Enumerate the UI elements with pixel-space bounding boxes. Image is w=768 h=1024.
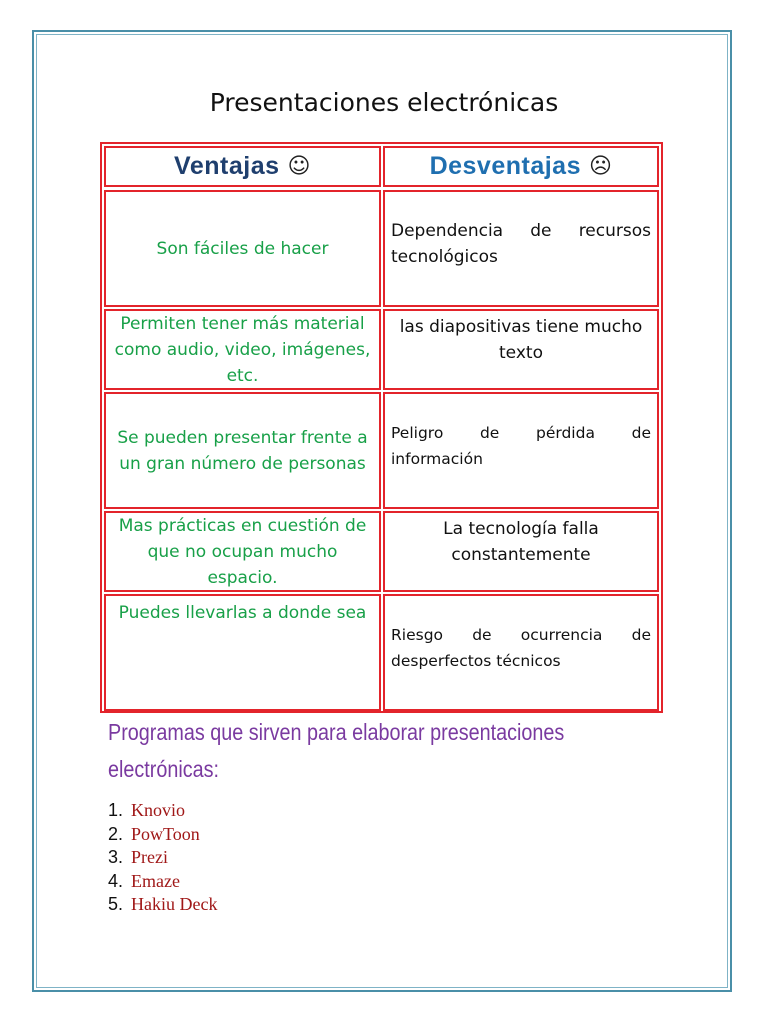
ventaja-text: Son fáciles de hacer <box>156 238 329 259</box>
comparison-table <box>100 142 663 713</box>
list-number: 3. <box>108 847 124 867</box>
desventaja-text: Dependencia de recursos tecnológicos <box>391 221 651 267</box>
table-cell-desventaja <box>383 309 659 390</box>
header-desventajas <box>383 146 659 187</box>
ventaja-text: Mas prácticas en cuestión de que no ocupan mucho espacio. <box>118 515 367 588</box>
list-item <box>108 870 217 894</box>
table-cell-ventaja <box>104 190 381 307</box>
program-name: Emaze <box>131 870 180 891</box>
ventaja-text: Se pueden presentar frente a un gran número de personas <box>117 427 368 474</box>
table-cell-desventaja <box>383 594 659 711</box>
list-number: 2. <box>108 823 124 844</box>
table-cell-ventaja <box>104 511 381 592</box>
smile-icon: ☺ <box>287 154 311 179</box>
frown-icon: ☹ <box>589 154 613 179</box>
header-ventajas <box>104 146 381 187</box>
list-item <box>108 846 217 870</box>
table-cell-desventaja <box>383 190 659 307</box>
list-item <box>108 799 217 823</box>
desventaja-text: Peligro de pérdida de información <box>391 424 651 468</box>
table-cell-desventaja <box>383 511 659 592</box>
program-name: Knovio <box>131 800 186 820</box>
table-cell-ventaja <box>104 392 381 509</box>
list-number: 5. <box>108 894 124 914</box>
list-item <box>108 823 217 847</box>
header-ventajas-label: Ventajas <box>174 152 280 180</box>
desventaja-text: La tecnología falla constantemente <box>443 519 599 565</box>
ventaja-text: Puedes llevarlas a donde sea <box>118 603 367 623</box>
table-cell-ventaja <box>104 594 381 711</box>
header-desventajas-label: Desventajas <box>429 152 581 180</box>
desventaja-text: las diapositivas tiene mucho texto <box>399 317 643 363</box>
program-name: Hakiu Deck <box>131 894 218 914</box>
list-number: 1. <box>108 800 124 820</box>
table-cell-ventaja <box>104 309 381 390</box>
programs-heading: Programas que sirven para elaborar presentaciones electrónicas: <box>108 719 565 782</box>
ventaja-text: Permiten tener más material como audio, video, imágenes, etc. <box>114 313 371 386</box>
desventaja-text: Riesgo de ocurrencia de desperfectos técnicos <box>391 626 651 670</box>
program-name: PowToon <box>131 823 200 844</box>
list-item <box>108 893 217 917</box>
page-title: Presentaciones electrónicas <box>209 88 559 117</box>
programs-list <box>108 799 217 917</box>
table-cell-desventaja <box>383 392 659 509</box>
list-number: 4. <box>108 870 124 891</box>
program-name: Prezi <box>131 847 168 867</box>
